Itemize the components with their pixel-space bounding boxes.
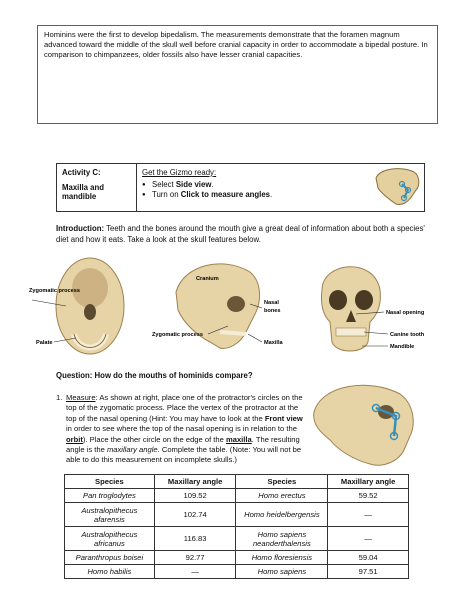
table-row bbox=[65, 565, 409, 579]
angle-input-cell[interactable]: 97.51 bbox=[328, 565, 409, 579]
gizmo-title: Get the Gizmo ready: bbox=[142, 168, 217, 177]
col-species-1: Species bbox=[65, 475, 155, 489]
angle-input-cell[interactable]: 59.04 bbox=[328, 551, 409, 565]
protractor-skull-image bbox=[308, 378, 428, 470]
measure-instructions: 1. Measure: As shown at right, place one of the protractor's circles on the top of the zygomatic process. Place the vertex of the protractor at the top of the nasal opening (Hint: You may have to look at the Front view in order to see where the top of the nasal opening is in relation to the orbit). Place the other circle on the edge of the maxilla. The resulting angle is the maxillary angle. Complete the table. (Note: You will not be able to do this measurement on incomplete skulls.) bbox=[56, 393, 303, 465]
label-zygomatic-process-2: Zygomatic process bbox=[152, 332, 203, 338]
species-cell: Homo erectus bbox=[236, 489, 328, 503]
species-cell: Homo heidelbergensis bbox=[236, 503, 328, 527]
gizmo-step-1: ● Select Side view. bbox=[142, 180, 419, 190]
skull-thumbnail-image bbox=[372, 164, 424, 210]
activity-table bbox=[56, 163, 425, 212]
gizmo-step-2: ● Turn on Click to measure angles. bbox=[142, 190, 419, 200]
label-nasal-bones-line2: bones bbox=[264, 308, 281, 314]
angle-input-cell[interactable]: 59.52 bbox=[328, 489, 409, 503]
label-nasal-opening: Nasal opening bbox=[386, 310, 425, 316]
activity-label-cell bbox=[57, 164, 137, 212]
species-cell: Homo sapiens bbox=[236, 565, 328, 579]
species-cell: Australopithecus africanus bbox=[65, 527, 155, 551]
angle-input-cell[interactable]: 92.77 bbox=[154, 551, 236, 565]
activity-subtitle: Maxilla and mandible bbox=[62, 183, 105, 201]
col-angle-2: Maxillary angle bbox=[328, 475, 409, 489]
species-cell: Homo floresiensis bbox=[236, 551, 328, 565]
label-mandible: Mandible bbox=[390, 344, 415, 350]
species-cell: Pan troglodytes bbox=[65, 489, 155, 503]
table-row bbox=[65, 527, 409, 551]
skull-bottom-view-image bbox=[28, 248, 146, 366]
col-angle-1: Maxillary angle bbox=[154, 475, 236, 489]
angle-input-cell[interactable]: — bbox=[154, 565, 236, 579]
label-zygomatic-process: Zygomatic process bbox=[29, 288, 80, 294]
species-cell: Paranthropus boisei bbox=[65, 551, 155, 565]
skull-side-view-image bbox=[150, 252, 300, 364]
angle-input-cell[interactable]: — bbox=[328, 503, 409, 527]
angle-input-cell[interactable]: — bbox=[328, 527, 409, 551]
angle-input-cell[interactable]: 102.74 bbox=[154, 503, 236, 527]
species-cell: Australopithecus afarensis bbox=[65, 503, 155, 527]
table-row bbox=[65, 551, 409, 565]
table-row bbox=[65, 503, 409, 527]
skull-front-view-image bbox=[308, 250, 458, 364]
label-nasal-bones-line1: Nasal bbox=[264, 300, 279, 306]
answer-text: Hominins were the first to develop bipedalism. The measurements demonstrate that the foramen magnum advanced toward the middle of the skull well before cranial capacity in order to accommodate a bipedal posture. In comparison to chimpanzees, older fossils also have lesser cranial capacities. bbox=[44, 30, 428, 59]
species-cell: Homo habilis bbox=[65, 565, 155, 579]
table-header-row bbox=[65, 475, 409, 489]
question-heading: Question: How do the mouths of hominids compare? bbox=[56, 371, 253, 380]
activity-title: Activity C: bbox=[62, 168, 101, 177]
species-cell: Homo sapiens neanderthalensis bbox=[236, 527, 328, 551]
angle-input-cell[interactable]: 109.52 bbox=[154, 489, 236, 503]
table-row bbox=[65, 489, 409, 503]
introduction-paragraph: Introduction: Teeth and the bones around the mouth give a great deal of information about both a species' diet and how it eats. Take a look at the skull features below. bbox=[56, 224, 425, 244]
label-cranium: Cranium bbox=[196, 276, 219, 282]
label-maxilla: Maxilla bbox=[264, 340, 283, 346]
label-canine-tooth: Canine tooth bbox=[390, 332, 425, 338]
maxillary-angle-table bbox=[64, 474, 409, 579]
col-species-2: Species bbox=[236, 475, 328, 489]
angle-input-cell[interactable]: 116.83 bbox=[154, 527, 236, 551]
label-palate: Palate bbox=[36, 340, 53, 346]
